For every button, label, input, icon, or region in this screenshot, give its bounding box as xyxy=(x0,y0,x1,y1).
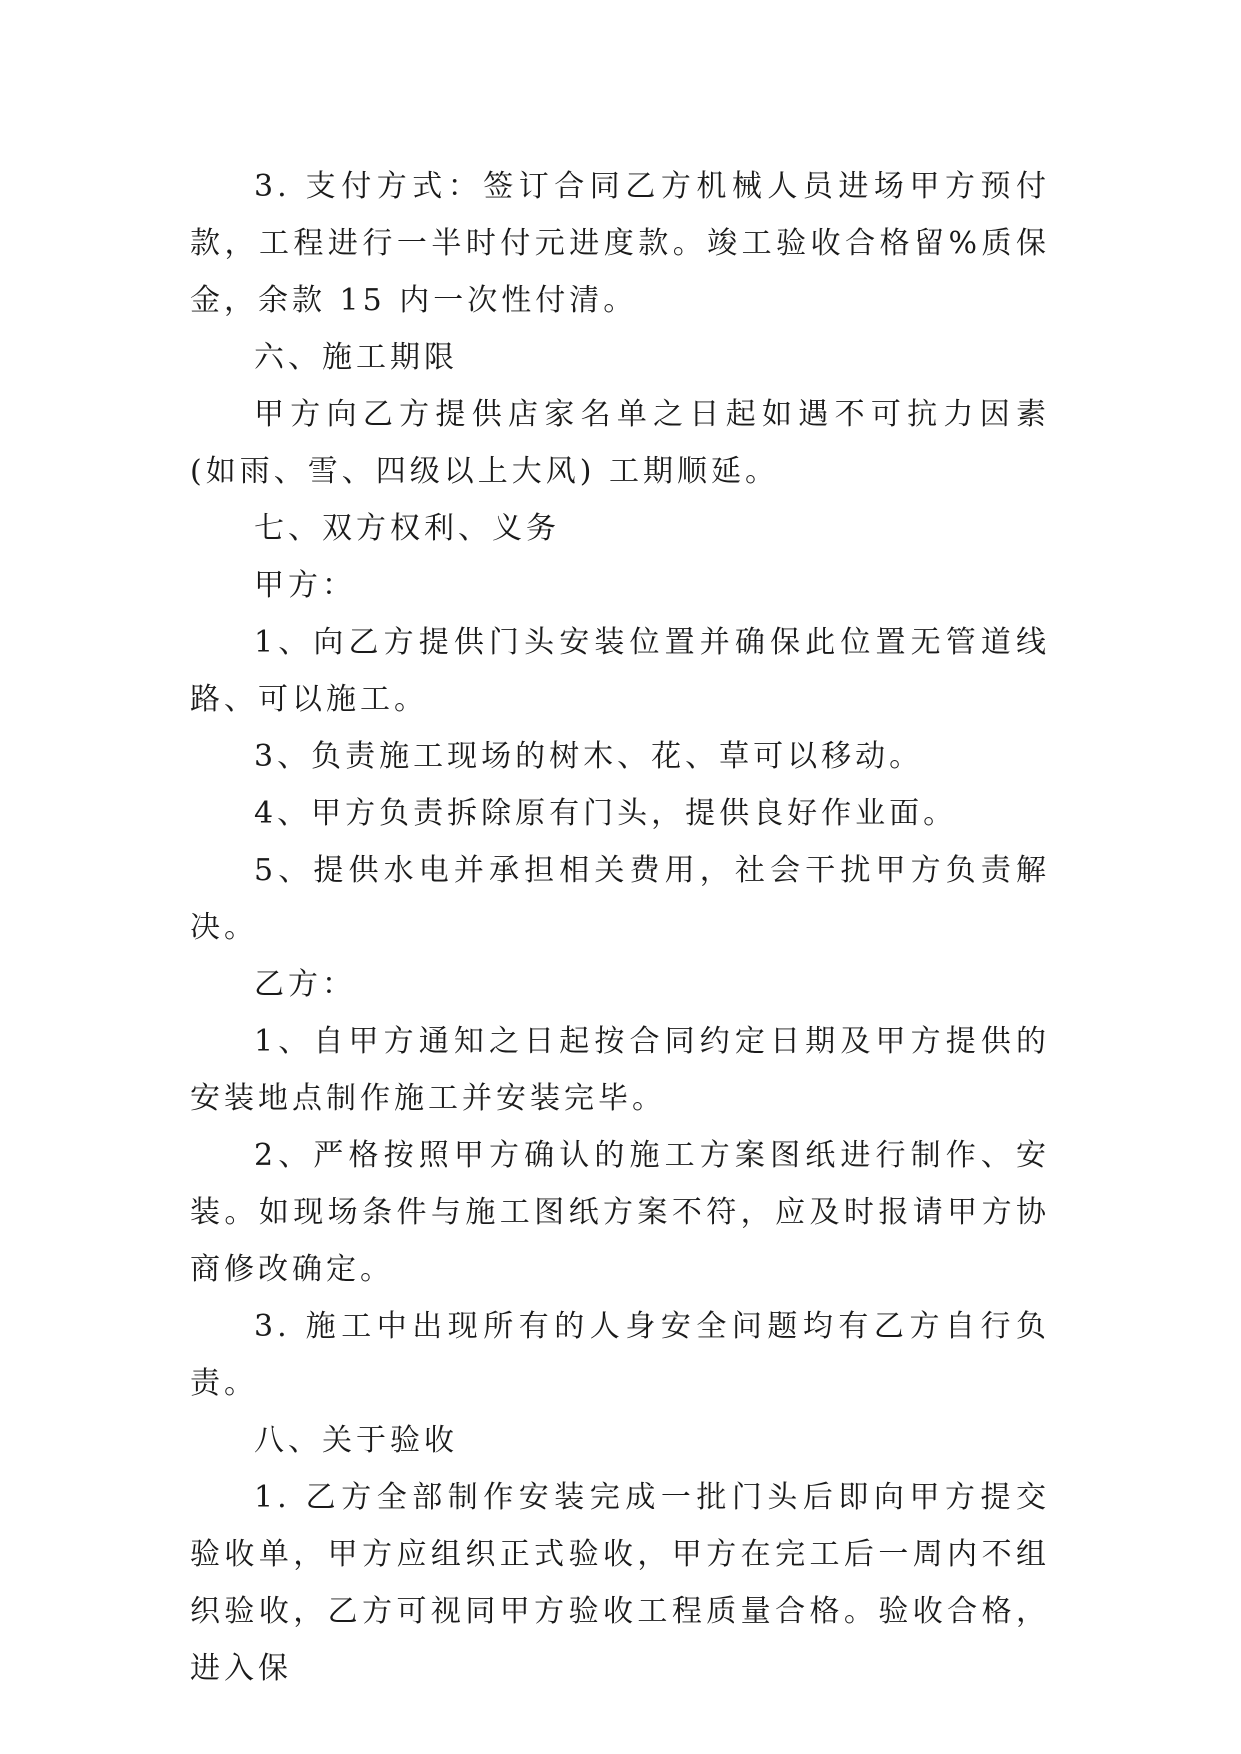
heading-acceptance: 八、关于验收 xyxy=(254,1423,458,1458)
heading-rights-obligations: 七、双方权利、义务 xyxy=(254,511,560,546)
paragraph-payment-method: 3. 支付方式：签订合同乙方机械人员进场甲方预付款，工程进行一半时付元进度款。竣工验收合格留%质保金，余款 15 内一次性付清。 xyxy=(190,169,1050,318)
acceptance-item-1: 1. 乙方全部制作安装完成一批门头后即向甲方提交验收单，甲方应组织正式验收，甲方在完工后一周内不组织验收，乙方可视同甲方验收工程质量合格。验收合格，进入保 xyxy=(190,1480,1050,1686)
party-a-item-1: 1、向乙方提供门头安装位置并确保此位置无管道线路、可以施工。 xyxy=(190,625,1050,717)
party-a-item-4: 4、甲方负责拆除原有门头，提供良好作业面。 xyxy=(254,796,958,831)
label-party-a: 甲方： xyxy=(254,568,356,603)
party-a-item-3: 3、负责施工现场的树木、花、草可以移动。 xyxy=(254,739,924,774)
party-b-item-2: 2、严格按照甲方确认的施工方案图纸进行制作、安装。如现场条件与施工图纸方案不符，应及时报请甲方协商修改确定。 xyxy=(190,1138,1050,1287)
heading-construction-period: 六、施工期限 xyxy=(254,340,458,375)
party-b-item-1: 1、自甲方通知之日起按合同约定日期及甲方提供的安装地点制作施工并安装完毕。 xyxy=(190,1024,1050,1116)
paragraph-construction-period: 甲方向乙方提供店家名单之日起如遇不可抗力因素(如雨、雪、四级以上大风) 工期顺延。 xyxy=(190,397,1050,489)
label-party-b: 乙方： xyxy=(254,967,356,1002)
party-b-item-3: 3. 施工中出现所有的人身安全问题均有乙方自行负责。 xyxy=(190,1309,1050,1401)
document-body xyxy=(190,158,1050,1697)
party-a-item-5: 5、提供水电并承担相关费用，社会干扰甲方负责解决。 xyxy=(190,853,1050,945)
